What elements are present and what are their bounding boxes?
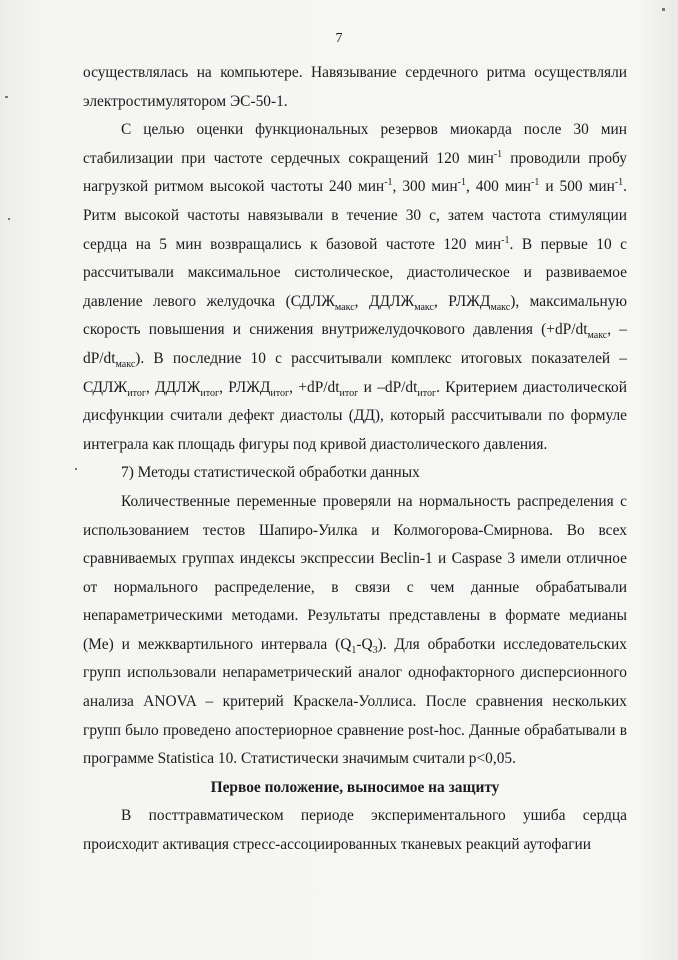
subscript: макс bbox=[414, 301, 434, 313]
superscript: -1 bbox=[384, 177, 393, 189]
subscript: 3 bbox=[372, 644, 378, 656]
text: , РЛЖД bbox=[219, 378, 271, 396]
text: , ДДЛЖ bbox=[354, 292, 415, 310]
scan-mark bbox=[8, 218, 10, 220]
subscript: макс bbox=[115, 359, 136, 371]
scan-mark bbox=[662, 8, 665, 11]
text: . Ритм высокой частоты навязывали в течение 30 с, затем частота стимуляции сердца на 5 мин возвращались к базовой частоте 120 мин bbox=[83, 178, 628, 253]
scan-mark bbox=[5, 96, 8, 98]
subscript: итог bbox=[339, 387, 359, 399]
superscript: -1 bbox=[531, 177, 540, 189]
text: . В первые 10 с рассчитывали максимальное систолическое, диастолическое и развиваемое давление левого желудочка (СДЛЖ bbox=[83, 235, 627, 310]
text: ). Для обработки исследовательских групп использовали непараметрический аналог однофакторного дисперсионного анализа ANOVA – критерий Краскела-Уоллиса. После сравнения нескольких групп было проведено апостериорное сравнение post-hoc. Данные обрабатывали в программе Statistica 10. Статистически значимым считали p<0,05. bbox=[83, 635, 627, 768]
subscript: итог bbox=[127, 387, 146, 399]
subscript: макс bbox=[587, 330, 608, 342]
superscript: -1 bbox=[493, 148, 503, 160]
text: Количественные переменные проверяли на нормальность распределения с использованием тестов Шапиро-Уилка и Колмогорова-Смирнова. Во всех сравниваемых группах индексы экспрессии Beclin-1 и Caspase 3 имели отличное от нормального распределение, в связи с чем данные обрабатывали непараметрическими методами. Результаты представлены в формате медианы (Me) и межквартильного интервала (Q bbox=[83, 492, 627, 653]
subscript: макс bbox=[334, 301, 355, 313]
text: -Q bbox=[356, 635, 373, 653]
text: проводили пробу нагрузкой ритмом высокой частоты 240 мин bbox=[83, 149, 627, 196]
text: С целью оценки функциональных резервов миокарда после 30 мин стабилизации при частоте сердечных сокращений 120 мин bbox=[83, 121, 627, 167]
text: , +dP/dt bbox=[289, 378, 340, 396]
subscript: 1 bbox=[351, 644, 357, 656]
page-number: 7 bbox=[335, 31, 343, 46]
paragraph bbox=[83, 116, 627, 459]
text: , 400 мин bbox=[465, 178, 532, 196]
subscript: итог bbox=[417, 387, 437, 399]
subscript: итог bbox=[270, 387, 290, 399]
text: . Критерием диастолической дисфункции считали дефект диастолы (ДД), который рассчитывали по формуле интеграла как площадь фигуры под кривой диастолического давления. bbox=[83, 378, 627, 453]
paragraph bbox=[83, 488, 627, 774]
subsection-heading: 7) Методы статистической обработки данных bbox=[121, 464, 420, 482]
text: и 500 мин bbox=[539, 178, 615, 196]
text: ). В последние 10 с рассчитывали комплекс итоговых показателей – СДЛЖ bbox=[83, 349, 627, 396]
text: , 300 мин bbox=[392, 178, 458, 196]
superscript: -1 bbox=[614, 177, 624, 189]
subscript: итог bbox=[200, 387, 220, 399]
subscript: макс bbox=[490, 301, 511, 313]
superscript: -1 bbox=[501, 234, 510, 246]
paragraph: осуществлялась на компьютере. Навязывание сердечного ритма осуществляли электростимулятором ЭС-50-1. bbox=[83, 64, 627, 110]
text: , ДДЛЖ bbox=[145, 378, 201, 396]
text: и –dP/dt bbox=[358, 378, 418, 396]
paragraph: В посттравматическом периоде экспериментального ушиба сердца происходит активация стресс-ассоциированных тканевых реакций аутофагии bbox=[83, 807, 627, 854]
superscript: -1 bbox=[457, 177, 466, 189]
text: , РЛЖД bbox=[433, 292, 491, 310]
document-body bbox=[83, 59, 627, 860]
text: , –dP/dt bbox=[83, 321, 627, 367]
text: ), максимальную скорость повышения и снижения внутрижелудочкового давления (+dP/dt bbox=[83, 292, 627, 339]
section-title: Первое положение, выносимое на защиту bbox=[210, 778, 500, 796]
scan-mark bbox=[75, 468, 77, 470]
